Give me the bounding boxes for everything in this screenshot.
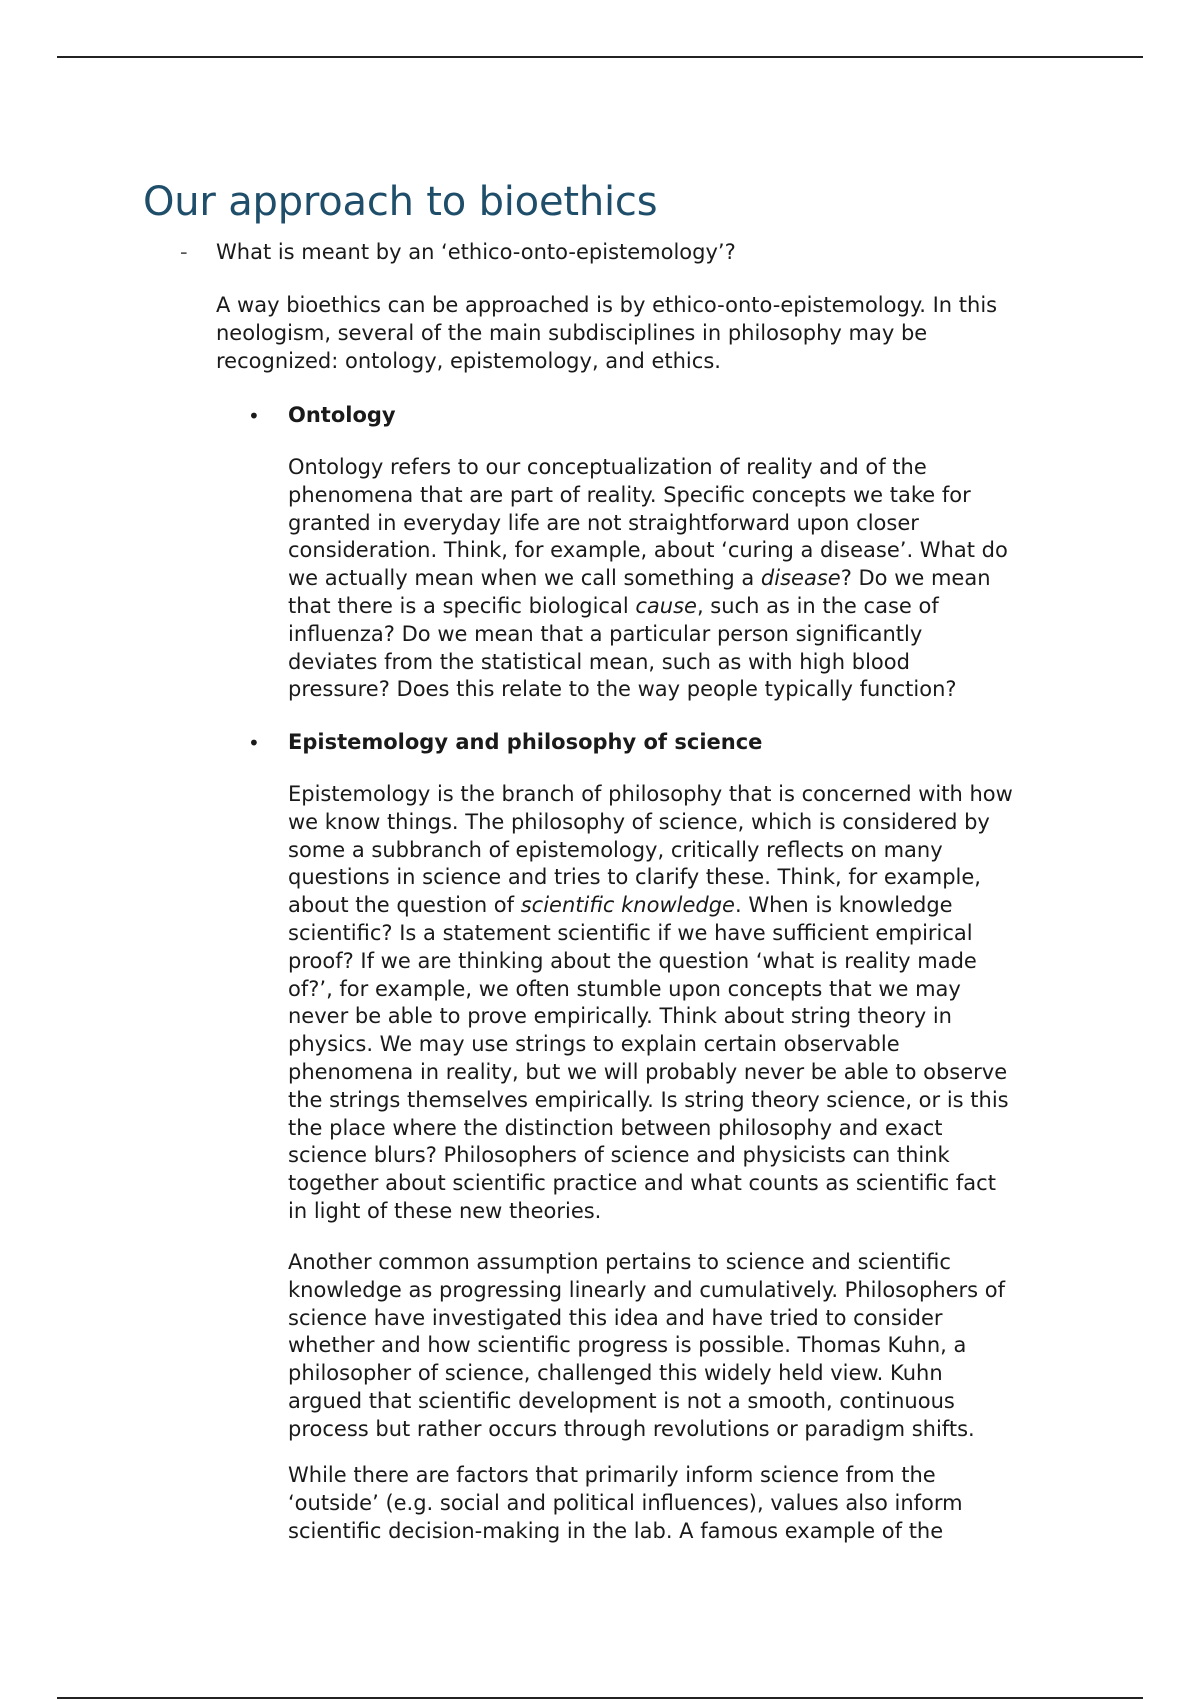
line-with-emphasis: we actually mean when we call something a disease? Do we mean <box>288 566 991 591</box>
section-heading-epistemology: Epistemology and philosophy of science <box>288 730 763 754</box>
emphasis-disease: disease <box>760 566 841 591</box>
intro-paragraph: A way bioethics can be approached is by ethico-onto-epistemology. In this neologism, several of the main subdisciplines in philosophy may be recognized: ontology, epistemology, and ethics. <box>216 293 998 373</box>
page-title: Our approach to bioethics <box>143 179 658 225</box>
emphasis-scientific-knowledge: scientific knowledge <box>520 893 735 918</box>
bullet-icon: • <box>248 731 260 755</box>
intro-question: What is meant by an ‘ethico-onto-epistemology’? <box>216 240 736 264</box>
line-with-emphasis: that there is a specific biological cause, such as in the case of <box>288 593 939 618</box>
top-rule <box>57 56 1143 58</box>
epistemology-paragraph-2: Another common assumption pertains to science and scientific knowledge as progressing linearly and cumulatively. Philosophers of science have investigated this idea and have tried to consider whether and how scientific progress is possible. Thomas Kuhn, a philosopher of science, challenged this widely held view. Kuhn argued that scientific development is not a smooth, continuous process but rather occurs through revolutions or paradigm shifts. <box>288 1250 1006 1441</box>
section-heading-ontology: Ontology <box>288 403 396 427</box>
epistemology-paragraph-3: While there are factors that primarily inform science from the ‘outside’ (e.g. social and political influences), values also inform scientific decision-making in the lab. A famous example of the <box>288 1463 963 1543</box>
line-with-emphasis: about the question of scientific knowledge. When is knowledge <box>288 893 953 918</box>
bottom-rule <box>57 1697 1143 1699</box>
ontology-paragraph: Ontology refers to our conceptualization of reality and of the phenomena that are part of reality. Specific concepts we take for granted in everyday life are not straightforward upon closer consideration. Think, for example, about ‘curing a disease’. What do we actually mean when we call something a disease? Do we mean that there is a specific biological cause, such as in the case of influenza? Do we mean that a particular person significantly deviates from the statistical mean, such as with high blood pressure? Does this relate to the way people typically function? <box>288 454 1078 704</box>
epistemology-paragraph-1: Epistemology is the branch of philosophy that is concerned with how we know things. The philosophy of science, which is considered by some a subbranch of epistemology, critically reflects on many questions in science and tries to clarify these. Think, for example, about the question of scientific knowledge. When is knowledge scientific? Is a statement scientific if we have sufficient empirical proof? If we are thinking about the question ‘what is reality made of?’, for example, we often stumble upon concepts that we may never be able to prove empirically. Think about string theory in physics. We may use strings to explain certain observable phenomena in reality, but we will probably never be able to observe the strings themselves empirically. Is string theory science, or is this the place where the distinction between philosophy and exact science blurs? Philosophers of science and physicists can think together about scientific practice and what counts as scientific fact in light of these new theories. <box>288 781 1078 1226</box>
bullet-icon: • <box>248 404 260 428</box>
emphasis-cause: cause <box>635 593 697 618</box>
dash-marker: - <box>180 240 188 264</box>
